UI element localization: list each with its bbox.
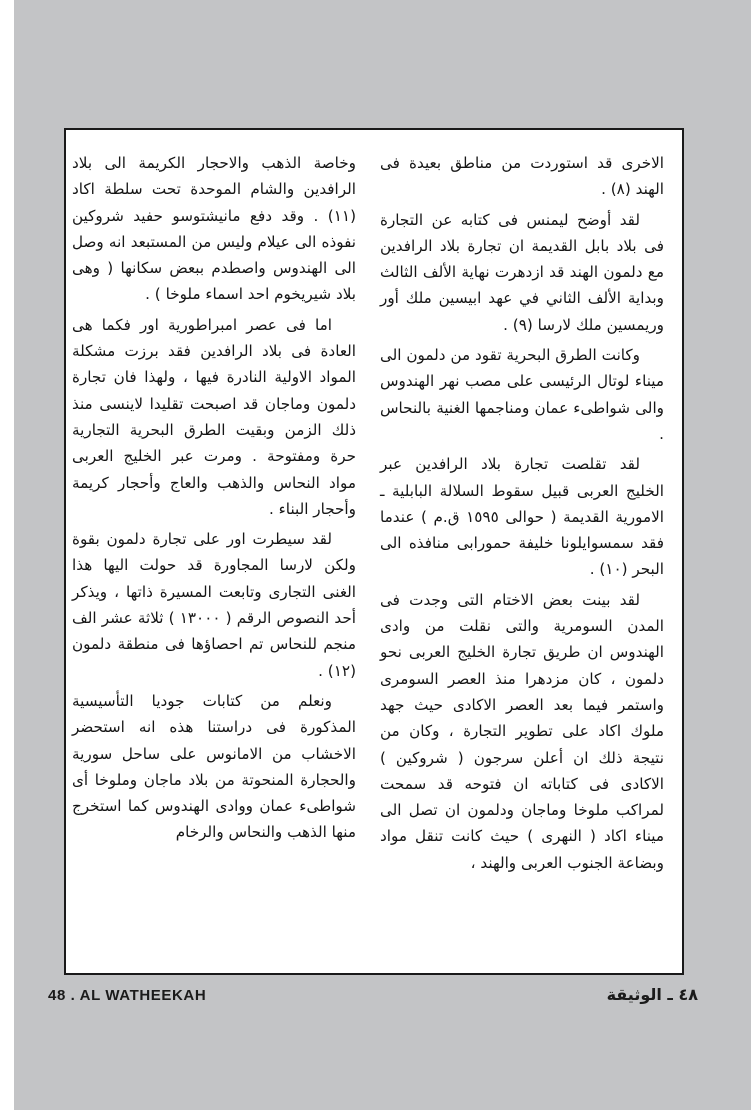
page-footer	[48, 985, 698, 1009]
article-frame	[64, 128, 684, 975]
paragraph: لقد تقلصت تجارة بلاد الرافدين عبر الخليج العربى قبيل سقوط السلالة البابلية ـ الامورية القديمة ( حوالى ١٥٩٥ ق.م ) عندما فقد سمسوايلونا خليفة حمورابى منافذه الى البحر (١٠) .	[380, 455, 664, 579]
paragraph: لقد سيطرت اور على تجارة دلمون بقوة ولكن لارسا المجاورة قد حولت اليها هذا الغنى التجارى وتابعت المسيرة ذاتها ، ويذكر أحد النصوص الرقم ( ١٣٠٠٠ ) ثلاثة عشر الف منجم للنحاس تم احصاؤها فى منطقة دلمون (١٢) .	[72, 530, 356, 680]
paragraph: اما فى عصر امبراطورية اور فكما هى العادة فى بلاد الرافدين فقد برزت مشكلة المواد الاولية النادرة فيها ، ولهذا فان تجارة دلمون وماجان قد اصبحت تقليدا لاينسى منذ ذلك الزمن وبقيت الطرق البحرية التجارية حرة ومفتوحة . ومرت عبر الخليج العربى مواد النحاس والذهب والعاج وأحجار كريمة وأحجار البناء .	[72, 315, 356, 518]
paragraph: لقد بينت بعض الاختام التى وجدت فى المدن السومرية والتى نقلت من وادى الهندوس ان طريق تجارة الخليج العربى نحو دلمون ، كان مزدهرا منذ العصر السومرى واستمر فيما بعد العصر الاكادى حيث جهد ملوك اكاد على تطوير التجارة ، وكان من نتيجة ذلك ان أعلن سرجون ( شروكين ) الاكادى فى كتاباته ان فتوحه قد سمحت لمراكب ملوخا وماجان ودلمون ان تصل الى ميناء اكاد ( النهرى ) حيث كانت تنقل مواد وبضاعة الجنوب العربى والهند ،	[380, 590, 664, 872]
paragraph: لقد أوضح ليمنس فى كتابه عن التجارة فى بلاد بابل القديمة ان تجارة بلاد الرافدين مع دلمون الهند قد ازدهرت نهاية الألف الثالث وبداية الألف الثاني في عهد ابيسين ملك أور وريمسين ملك لارسا (٩) .	[380, 210, 664, 334]
text-column-right	[380, 150, 664, 880]
paragraph: وخاصة الذهب والاحجار الكريمة الى بلاد الرافدين والشام الموحدة تحت سلطة اكاد (١١) . وقد دفع مانيشتوسو حفيد شروكين نفوذه الى عيلام وليس من المستبعد انه وصل الى الهندوس واصطدم ببعض سكانها ( وهى بلاد شيريخوم احد اسماء ملوخا ) .	[72, 154, 356, 304]
scan-margin	[0, 0, 14, 1110]
paragraph: وكانت الطرق البحرية تقود من دلمون الى ميناء لوتال الرئيسى على مصب نهر الهندوس والى شواطىء عمان ومناجمها الغنية بالنحاس .	[380, 346, 664, 443]
text-column-left	[72, 150, 356, 850]
footer-page-number-arabic: ٤٨ ـ الوثيقة	[606, 985, 698, 1004]
paragraph: الاخرى قد استوردت من مناطق بعيدة فى الهند (٨) .	[380, 154, 664, 199]
paragraph: ونعلم من كتابات جوديا التأسيسية المذكورة فى دراستنا هذه انه استحضر الاخشاب من الامانوس على ساحل سورية والحجارة المنحوتة من بلاد ماجان وملوخا أى شواطىء عمان ووادى الهندوس كما استخرج منها الذهب والنحاس والرخام	[72, 691, 356, 842]
footer-page-number-latin: 48 . AL WATHEEKAH	[48, 987, 207, 1004]
